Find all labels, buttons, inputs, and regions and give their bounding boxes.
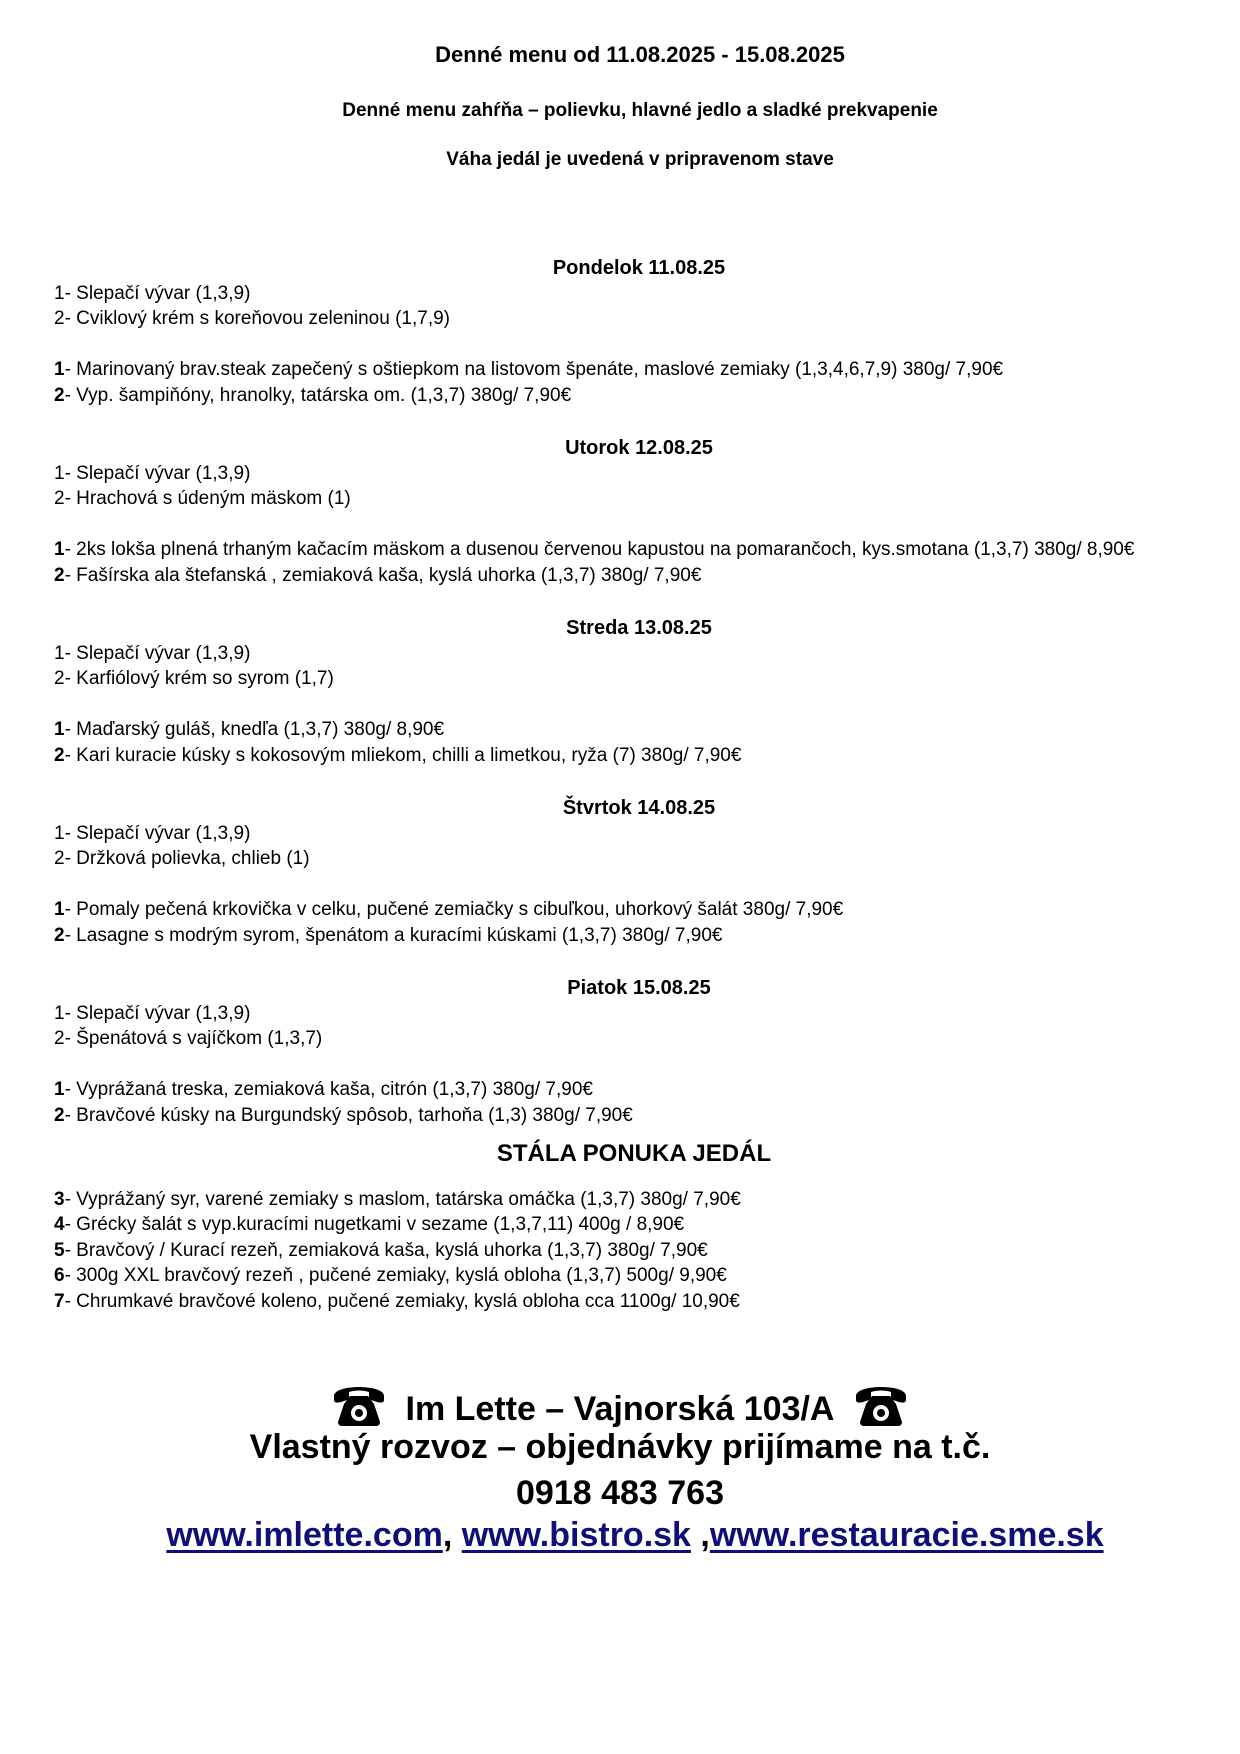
link-restauracie[interactable]: www.restauracie.sme.sk xyxy=(709,1516,1104,1554)
main-dish-item xyxy=(54,1077,1204,1102)
soup-item: 2- Držková polievka, chlieb (1) xyxy=(54,848,310,870)
soup-item: 2- Špenátová s vajíčkom (1,3,7) xyxy=(54,1028,323,1050)
standing-item xyxy=(54,1263,1204,1288)
dish-text: - Chrumkavé bravčové koleno, pučené zemiaky, kyslá obloha cca 1100g/ 10,90€ xyxy=(64,1290,740,1312)
main-dish-item xyxy=(54,563,1204,588)
dish-number: 1 xyxy=(54,359,65,381)
day-heading: Štvrtok 14.08.25 xyxy=(562,797,716,820)
link-imlette[interactable]: www.imlette.com xyxy=(166,1516,443,1554)
dish-number: 1 xyxy=(54,719,65,741)
dish-text: - Vyp. šampiňóny, hranolky, tatárska om. (1,3,7) 380g/ 7,90€ xyxy=(64,384,572,406)
dish-text: - Vyprážaný syr, varené zemiaky s maslom, tatárska omáčka (1,3,7) 380g/ 7,90€ xyxy=(64,1189,741,1211)
website-links xyxy=(15,1516,1240,1555)
dish-number: 1 xyxy=(54,539,65,561)
day-section-wednesday xyxy=(54,616,1204,768)
dish-text: - Bravčový / Kurací rezeň, zemiaková kaša, kyslá uhorka (1,3,7) 380g/ 7,90€ xyxy=(64,1239,708,1261)
soup-item: 2- Hrachová s údeným mäskom (1) xyxy=(54,488,351,510)
day-heading: Streda 13.08.25 xyxy=(566,617,712,640)
main-dish-item xyxy=(54,897,1204,922)
standing-item xyxy=(54,1289,1204,1314)
soup-item: 2- Karfiólový krém so syrom (1,7) xyxy=(54,668,334,690)
dish-number: 2 xyxy=(54,564,65,586)
dish-text: - Fašírska ala štefanská , zemiaková kaša, kyslá uhorka (1,3,7) 380g/ 7,90€ xyxy=(64,564,702,586)
dish-number: 1 xyxy=(54,1079,65,1101)
dish-text: - Kari kuracie kúsky s kokosovým mliekom, chilli a limetkou, ryža (7) 380g/ 7,90€ xyxy=(64,744,742,766)
day-section-thursday xyxy=(54,796,1204,948)
standing-item xyxy=(54,1212,1204,1237)
soup-item: 1- Slepačí vývar (1,3,9) xyxy=(54,643,251,665)
standing-item xyxy=(54,1187,1204,1212)
day-section-friday xyxy=(54,976,1204,1128)
dish-text: - Maďarský guláš, knedľa (1,3,7) 380g/ 8,90€ xyxy=(64,719,445,741)
weight-note: Váha jedál je uvedená v pripravenom stave xyxy=(446,149,834,170)
dish-text: - Grécky šalát s vyp.kuracími nugetkami v sezame (1,3,7,11) 400g / 8,90€ xyxy=(64,1214,685,1236)
main-dish-item xyxy=(54,717,1204,742)
delivery-note: Vlastný rozvoz – objednávky prijímame na t.č. xyxy=(249,1428,991,1466)
day-heading: Utorok 12.08.25 xyxy=(565,437,713,460)
dish-number: 2 xyxy=(54,924,65,946)
soup-item: 1- Slepačí vývar (1,3,9) xyxy=(54,823,251,845)
dish-number: 2 xyxy=(54,384,65,406)
main-dish-item xyxy=(54,357,1204,382)
dish-number: 7 xyxy=(54,1290,65,1312)
soup-item: 1- Slepačí vývar (1,3,9) xyxy=(54,283,251,304)
standing-offer-heading: STÁLA PONUKA JEDÁL xyxy=(496,1140,772,1168)
phone-number: 0918 483 763 xyxy=(516,1474,724,1512)
day-heading: Piatok 15.08.25 xyxy=(567,977,711,1000)
dish-text: - 300g XXL bravčový rezeň , pučené zemiaky, kyslá obloha (1,3,7) 500g/ 9,90€ xyxy=(64,1265,727,1287)
main-dish-item xyxy=(54,743,1204,768)
day-section-monday xyxy=(54,256,1204,408)
day-heading: Pondelok 11.08.25 xyxy=(552,257,726,279)
main-dish-item xyxy=(54,923,1204,948)
dish-number: 5 xyxy=(54,1239,65,1261)
dish-number: 1 xyxy=(54,899,65,921)
soup-item: 2- Cviklový krém s koreňovou zeleninou (1,7,9) xyxy=(54,308,451,330)
standing-offer-section xyxy=(54,1139,1204,1314)
menu-content xyxy=(54,256,1204,1314)
main-dish-item xyxy=(54,383,1204,408)
menu-subtitle: Denné menu zahŕňa – polievku, hlavné jedlo a sladké prekvapenie xyxy=(342,100,938,121)
link-separator: , xyxy=(442,1516,462,1554)
main-dish-item xyxy=(54,537,1204,562)
soup-item: 1- Slepačí vývar (1,3,9) xyxy=(54,1003,251,1025)
soup-item: 1- Slepačí vývar (1,3,9) xyxy=(54,463,251,485)
dish-text: - Vyprážaná treska, zemiaková kaša, citrón (1,3,7) 380g/ 7,90€ xyxy=(64,1079,593,1101)
main-dish-item xyxy=(54,1103,1204,1128)
dish-number: 2 xyxy=(54,744,65,766)
menu-title: Denné menu od 11.08.2025 - 15.08.2025 xyxy=(435,42,845,67)
dish-text: - Bravčové kúsky na Burgundský spôsob, tarhoňa (1,3) 380g/ 7,90€ xyxy=(64,1104,633,1126)
dish-number: 4 xyxy=(54,1214,65,1236)
day-section-tuesday xyxy=(54,436,1204,588)
dish-text: - Lasagne s modrým syrom, špenátom a kuracími kúskami (1,3,7) 380g/ 7,90€ xyxy=(64,924,723,946)
dish-text: - 2ks lokša plnená trhaným kačacím mäskom a dusenou červenou kapustou na pomarančoch, kys.smotana (1,3,7) 380g/ 8,90€ xyxy=(64,539,1135,561)
dish-text: - Marinovaný brav.steak zapečený s oštiepkom na listovom špenáte, maslové zemiaky (1,3,4,6,7,9) 380g/ 7,90€ xyxy=(64,359,1004,381)
link-bistro[interactable]: www.bistro.sk xyxy=(461,1516,691,1554)
link-separator: , xyxy=(690,1516,710,1554)
address-text: Im Lette – Vajnorská 103/A xyxy=(405,1390,835,1428)
standing-item xyxy=(54,1238,1204,1263)
dish-number: 2 xyxy=(54,1104,65,1126)
dish-number: 3 xyxy=(54,1189,65,1211)
dish-number: 6 xyxy=(54,1265,65,1287)
dish-text: - Pomaly pečená krkovička v celku, pučené zemiačky s cibuľkou, uhorkový šalát 380g/ 7,90€ xyxy=(64,899,844,921)
